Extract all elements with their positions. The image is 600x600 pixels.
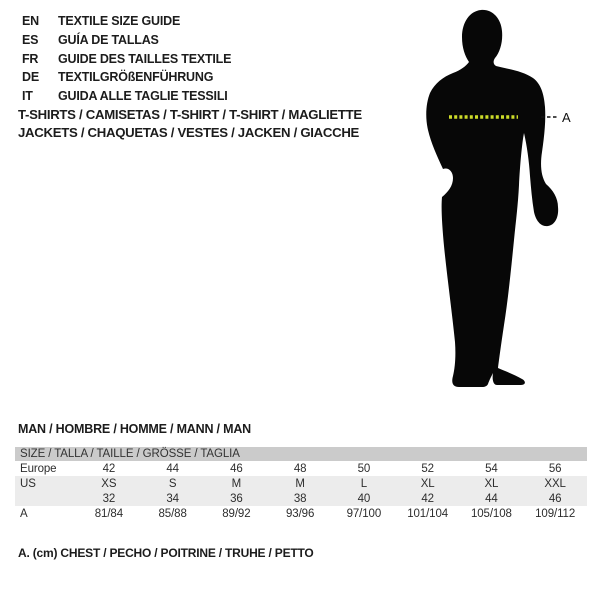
table-cell: XXL (544, 477, 566, 490)
list-item (22, 68, 231, 87)
table-row-us (15, 476, 587, 491)
table-cell: XL (420, 477, 435, 490)
table-cell: 38 (293, 492, 307, 505)
list-item (22, 87, 231, 106)
list-item (22, 12, 231, 31)
table-cell: S (168, 477, 177, 490)
measurement-footnote: A. (cm) CHEST / PECHO / POITRINE / TRUHE / PETTO (18, 546, 314, 560)
language-code: ES (22, 33, 39, 48)
row-label: US (20, 477, 36, 490)
category-jackets: JACKETS / CHAQUETAS / VESTES / JACKEN / GIACCHE (18, 125, 360, 141)
size-table (15, 447, 587, 521)
table-row-europe (15, 461, 587, 476)
table-cell: 56 (548, 462, 562, 475)
list-item (22, 31, 231, 50)
category-tshirts: T-SHIRTS / CAMISETAS / T-SHIRT / T-SHIRT / MAGLIETTE (18, 107, 362, 122)
table-cell: 101/104 (407, 507, 449, 520)
table-cell: 46 (548, 492, 562, 505)
table-cell: 48 (293, 462, 307, 475)
language-guide-list (22, 12, 231, 105)
table-cell: 109/112 (535, 507, 576, 520)
row-label: Europe (20, 462, 57, 475)
table-cell: 42 (102, 462, 116, 475)
table-cell: M (295, 477, 305, 490)
language-code: IT (22, 89, 33, 104)
table-cell: 46 (230, 462, 243, 475)
guide-title: TEXTILE SIZE GUIDE (58, 14, 181, 29)
table-cell: 89/92 (222, 507, 251, 520)
table-cell: XS (101, 477, 117, 490)
guide-title: GUIDA ALLE TAGLIE TESSILI (58, 89, 228, 104)
table-cell: 54 (485, 462, 498, 475)
list-item (22, 49, 231, 68)
table-cell: 81/84 (94, 507, 124, 520)
table-cell: L (360, 477, 368, 490)
table-cell: 42 (421, 492, 434, 505)
size-table-header: SIZE / TALLA / TAILLE / GRÖSSE / TAGLIA (15, 447, 587, 461)
table-cell: 97/100 (346, 507, 382, 520)
table-cell: M (231, 477, 242, 490)
table-cell: 105/108 (470, 507, 512, 520)
guide-title: GUÍA DE TALLAS (58, 33, 159, 48)
table-row-chest-a (15, 506, 587, 521)
language-code: FR (22, 51, 39, 66)
guide-title: TEXTILGRÖßENFÜHRUNG (58, 70, 214, 85)
table-cell: 93/96 (285, 507, 315, 520)
row-label: A (20, 507, 28, 520)
section-title-man: MAN / HOMBRE / HOMME / MANN / MAN (18, 422, 251, 436)
language-code: DE (22, 70, 39, 85)
table-row-numeric (15, 491, 587, 506)
table-cell: 34 (166, 492, 179, 505)
table-cell: 85/88 (158, 507, 187, 520)
measure-label-a: A (562, 110, 571, 125)
table-cell: XL (484, 477, 499, 490)
man-silhouette (426, 10, 558, 387)
table-cell: 50 (357, 462, 371, 475)
table-cell: 44 (166, 462, 179, 475)
table-cell: 32 (102, 492, 116, 505)
table-cell: 40 (357, 492, 371, 505)
table-cell: 44 (485, 492, 498, 505)
table-cell: 52 (421, 462, 434, 475)
table-cell: 36 (230, 492, 243, 505)
garment-category (18, 107, 362, 143)
guide-title: GUIDE DES TAILLES TEXTILE (58, 51, 232, 66)
man-silhouette-figure (395, 0, 600, 420)
language-code: EN (22, 14, 39, 29)
